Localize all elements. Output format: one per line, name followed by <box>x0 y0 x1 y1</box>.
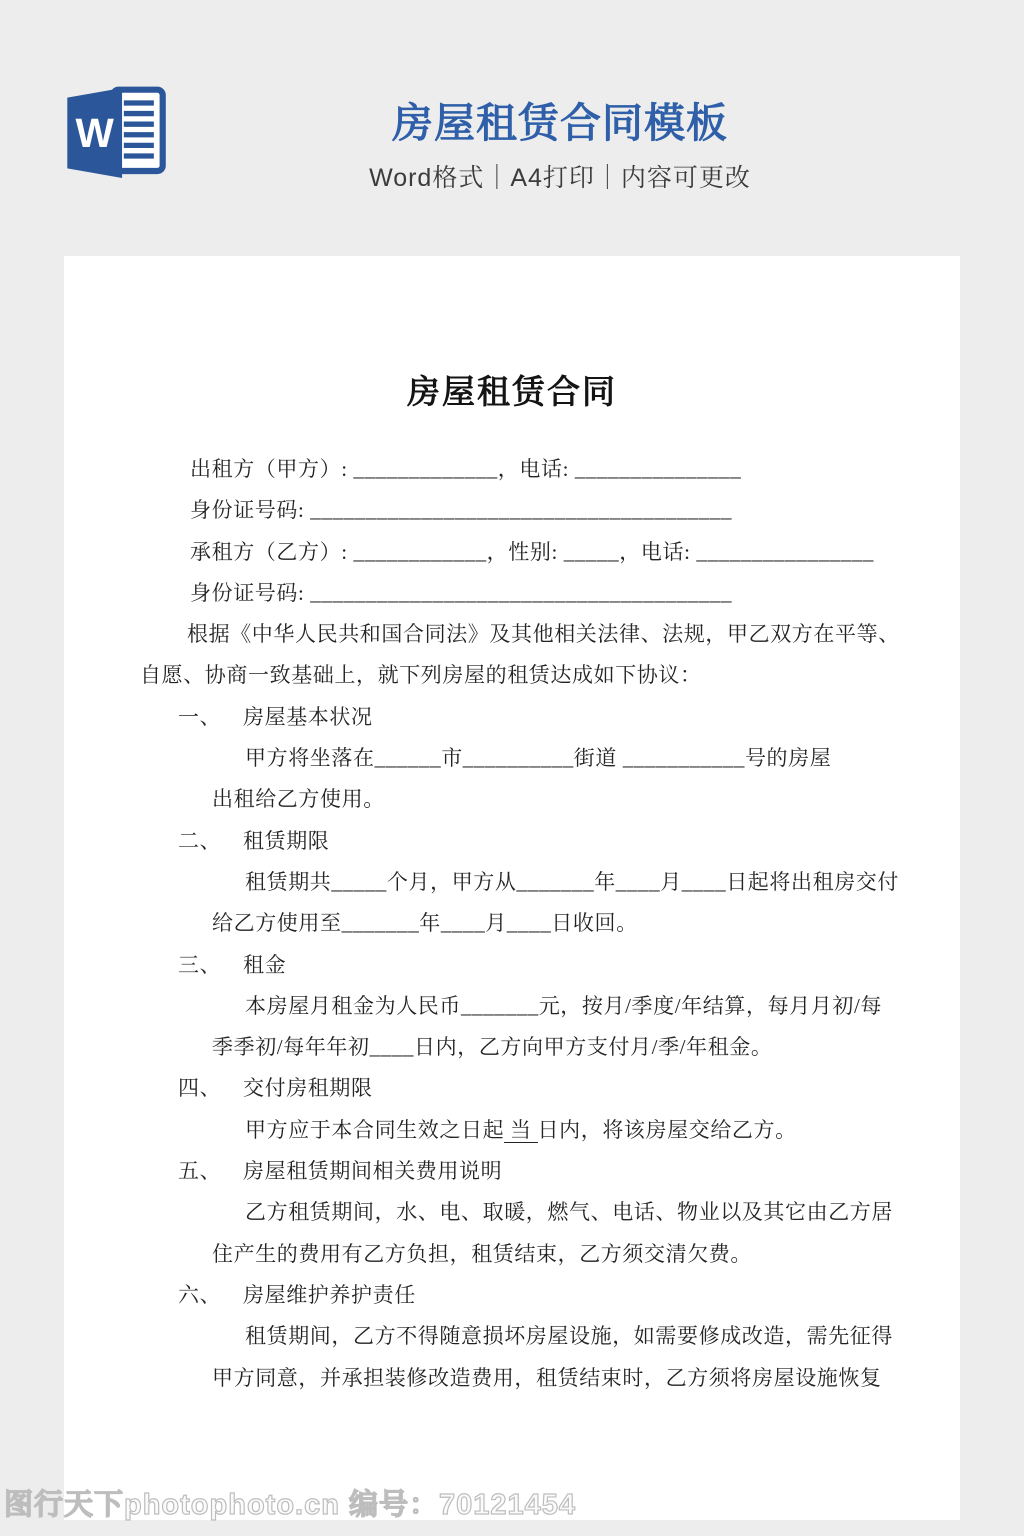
section-number: 五、 <box>178 1159 222 1184</box>
section-heading-3 <box>140 945 920 986</box>
svg-text:W: W <box>75 110 114 157</box>
contract-line-lessor: 出租方（甲方）: _____________，电话: _______________ <box>190 457 742 481</box>
section-number: 三、 <box>178 952 222 977</box>
contract-line: 甲方同意，并承担装修改造费用，租赁结束时，乙方须将房屋设施恢复 <box>212 1365 882 1390</box>
underlined-value: 当 <box>504 1117 538 1142</box>
section-number: 四、 <box>178 1076 222 1101</box>
contract-line: 给乙方使用至_______年____月____日收回。 <box>212 911 638 936</box>
section-number: 六、 <box>178 1282 222 1307</box>
contract-line <box>140 1110 920 1151</box>
line-text: 甲方应于本合同生效之日起 <box>245 1117 505 1142</box>
document-body <box>140 449 920 1399</box>
section-title: 租赁期限 <box>243 828 330 853</box>
section-heading-5 <box>140 1151 920 1192</box>
section-title: 房屋基本状况 <box>243 704 373 729</box>
header-text <box>48 100 1024 194</box>
contract-line: 出租给乙方使用。 <box>212 787 385 812</box>
template-subtitle: Word格式｜A4打印｜内容可更改 <box>369 164 751 193</box>
contract-line: 租赁期间，乙方不得随意损坏房屋设施，如需要修成改造，需先征得 <box>245 1324 893 1349</box>
document-page <box>64 256 960 1520</box>
contract-preamble-line: 根据《中华人民共和国合同法》及其他相关法律、法规，甲乙双方在平等、 <box>187 622 900 647</box>
line-text: 日内，将该房屋交给乙方。 <box>537 1117 797 1142</box>
contract-line: 甲方将坐落在______市__________街道 ___________号的房屋 <box>245 746 832 771</box>
section-title: 交付房租期限 <box>243 1076 373 1101</box>
section-title: 房屋租赁期间相关费用说明 <box>243 1159 503 1184</box>
contract-line-lessee: 承租方（乙方）: ____________，性别: _____，电话: ________________ <box>190 539 874 564</box>
contract-line: 租赁期共_____个月，甲方从_______年____月____日起将出租房交付 <box>245 869 899 894</box>
header <box>0 0 1024 256</box>
contract-line-lessee-id: 身份证号码: ______________________________________ <box>190 580 733 605</box>
contract-line: 住产生的费用有乙方负担，租赁结束，乙方须交清欠费。 <box>212 1241 752 1266</box>
contract-line-lessor-id: 身份证号码: ______________________________________ <box>190 498 733 523</box>
watermark: 图行天下photophoto.cn 编号：70121454 <box>4 1489 577 1521</box>
contract-line: 季季初/每年年初____日内，乙方向甲方支付月/季/年租金。 <box>212 1035 773 1060</box>
contract-line: 本房屋月租金为人民币_______元，按月/季度/年结算，每月月初/每 <box>245 993 883 1018</box>
template-title: 房屋租赁合同模板 <box>392 100 728 146</box>
section-title: 租金 <box>243 952 287 977</box>
section-heading-1 <box>140 697 920 738</box>
section-number: 一、 <box>178 704 222 729</box>
contract-line: 乙方租赁期间，水、电、取暖，燃气、电话、物业以及其它由乙方居 <box>245 1200 893 1225</box>
section-heading-2 <box>140 821 920 862</box>
section-heading-6 <box>140 1275 920 1316</box>
document-title: 房屋租赁合同 <box>407 375 617 411</box>
section-number: 二、 <box>178 828 222 853</box>
contract-preamble-line: 自愿、协商一致基础上，就下列房屋的租赁达成如下协议： <box>140 663 702 688</box>
section-title: 房屋维护养护责任 <box>243 1282 416 1307</box>
section-heading-4 <box>140 1068 920 1109</box>
